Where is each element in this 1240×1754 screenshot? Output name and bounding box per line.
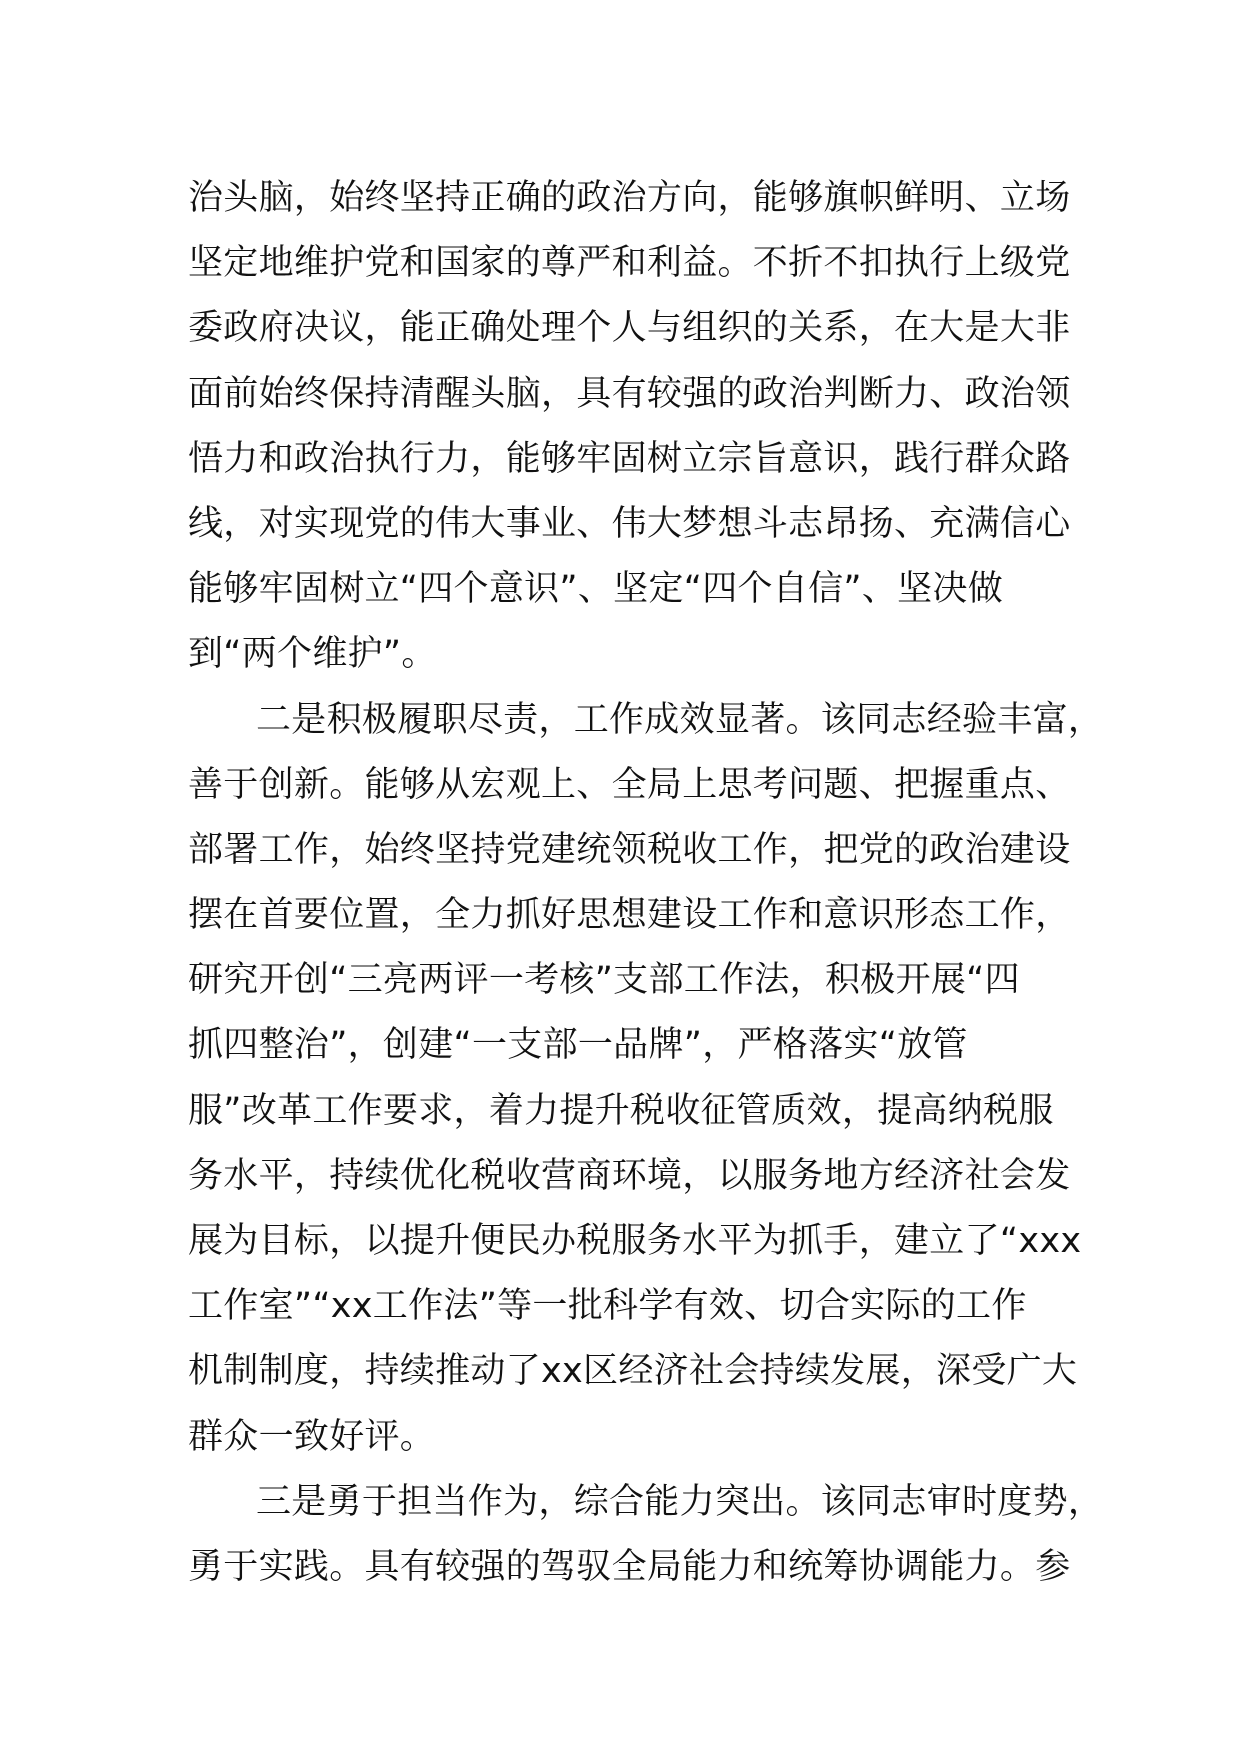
text-line: 善于创新。能够从宏观上、全局上思考问题、把握重点、 [188,764,1071,805]
text-line: 悟力和政治执行力，能够牢固树立宗旨意识，践行群众路 [188,438,1071,479]
text-line: 治头脑，始终坚持正确的政治方向，能够旗帜鲜明、立场 [188,178,1071,218]
text-line: 群众一致好评。 [188,1416,436,1457]
text-line: 务水平，持续优化税收营商环境，以服务地方经济社会发 [188,1155,1071,1196]
text-line: 委政府决议，能正确处理个人与组织的关系，在大是大非 [188,308,1071,349]
paragraph-start-line: 二是积极履职尽责，工作成效显著。该同志经验丰富， [256,699,1104,740]
paragraph-start-line: 三是勇于担当作为，综合能力突出。该同志审时度势， [256,1481,1104,1522]
text-line: 能够牢固树立“四个意识”、坚定“四个自信”、坚决做 [188,569,1004,610]
text-line: 勇于实践。具有较强的驾驭全局能力和统筹协调能力。参 [188,1546,1071,1587]
text-line: 服”改革工作要求，着力提升税收征管质效，提高纳税服 [188,1090,1054,1131]
text-line: 摆在首要位置，全力抓好思想建设工作和意识形态工作， [188,895,1071,936]
text-line: 研究开创“三亮两评一考核”支部工作法，积极开展“四 [188,960,1020,1001]
text-line: 展为目标，以提升便民办税服务水平为抓手，建立了“xxx [188,1221,1082,1261]
body-text [188,166,1104,1600]
text-line: 工作室”“xx工作法”等一批科学有效、切合实际的工作 [188,1286,1027,1327]
text-line: 抓四整治”，创建“一支部一品牌”，严格落实“放管 [188,1025,968,1066]
text-line: 坚定地维护党和国家的尊严和利益。不折不扣执行上级党 [188,243,1071,284]
text-line: 面前始终保持清醒头脑，具有较强的政治判断力、政治领 [188,373,1071,414]
text-line: 部署工作，始终坚持党建统领税收工作，把党的政治建设 [188,829,1071,870]
text-line: 机制制度，持续推动了xx区经济社会持续发展，深受广大 [188,1351,1078,1392]
text-line: 线，对实现党的伟大事业、伟大梦想斗志昂扬、充满信心 [188,503,1071,544]
text-line: 到“两个维护”。 [188,634,437,675]
